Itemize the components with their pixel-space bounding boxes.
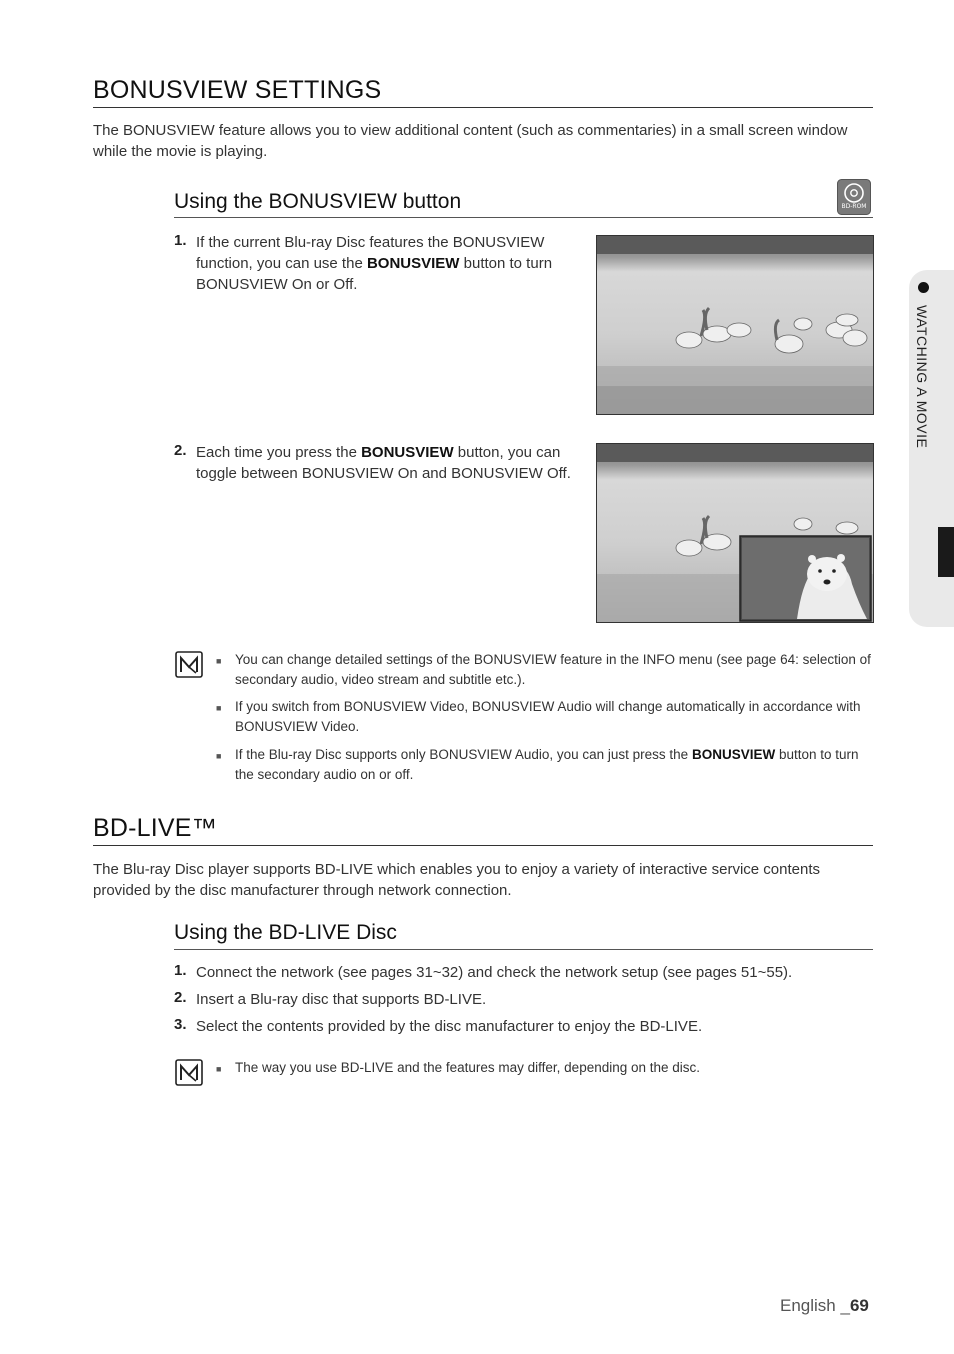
step-number: 2. (174, 442, 187, 459)
chapter-label: WATCHING A MOVIE (914, 305, 930, 449)
step-text: If the current Blu-ray Disc features the BONUSVIEW function, you can use the BONUSVIEW button to turn BONUSVIEW On or Off. (196, 234, 553, 293)
subsection-title-bd-live-disc: Using the BD-LIVE Disc (174, 921, 397, 944)
note-icon (175, 651, 203, 678)
note-item: You can change detailed settings of the BONUSVIEW feature in the INFO menu (see page 64: selection of secondary audio, video stream and subtitle etc.). (235, 652, 871, 687)
section-title-rule (93, 845, 873, 846)
subsection-title-bonusview-button: Using the BONUSVIEW button (174, 190, 462, 213)
bd-rom-badge-label: BD-ROM (841, 203, 867, 210)
step-number: 3. (174, 1016, 187, 1033)
note-icon (175, 1059, 203, 1086)
square-bullet-icon: ■ (216, 703, 222, 713)
page-footer (780, 1296, 869, 1316)
chapter-dot-icon (918, 282, 929, 293)
square-bullet-icon: ■ (216, 656, 222, 666)
section-title-rule (93, 107, 873, 108)
note-item: If you switch from BONUSVIEW Video, BONUSVIEW Audio will change automatically in accordance with BONUSVIEW Video. (235, 699, 861, 734)
movie-screenshot-swans (596, 235, 874, 415)
bd-live-intro: The Blu-ray Disc player supports BD-LIVE which enables you to enjoy a variety of interactive service contents provided by the disc manufacturer through network connection. (93, 861, 821, 899)
step-number: 1. (174, 962, 187, 979)
footer-language: English _ (780, 1296, 850, 1315)
square-bullet-icon: ■ (216, 751, 222, 761)
square-bullet-icon: ■ (216, 1064, 222, 1074)
note-item: If the Blu-ray Disc supports only BONUSVIEW Audio, you can just press the BONUSVIEW button to turn the secondary audio on or off. (235, 747, 859, 782)
subsection-rule (174, 949, 873, 950)
note-item: The way you use BD-LIVE and the features may differ, depending on the disc. (235, 1060, 701, 1075)
section-title-bd-live: BD-LIVE™ (93, 814, 217, 842)
section-title-bonusview: BONUSVIEW SETTINGS (93, 76, 382, 104)
step-number: 2. (174, 989, 187, 1006)
bd-rom-disc-icon (837, 179, 871, 215)
step-number: 1. (174, 232, 187, 249)
step-text: Insert a Blu-ray disc that supports BD-LIVE. (196, 991, 487, 1008)
step-text: Each time you press the BONUSVIEW button, you can toggle between BONUSVIEW On and BONUSVIEW Off. (196, 444, 571, 482)
page-number: 69 (849, 1296, 869, 1315)
movie-screenshot-bonusview-pip (596, 443, 874, 623)
bonusview-intro: The BONUSVIEW feature allows you to view additional content (such as commentaries) in a small screen window while the movie is playing. (93, 122, 848, 160)
subsection-rule (174, 217, 873, 218)
chapter-tab-marker (938, 527, 954, 577)
step-text: Select the contents provided by the disc manufacturer to enjoy the BD-LIVE. (196, 1018, 703, 1035)
step-text: Connect the network (see pages 31~32) and check the network setup (see pages 51~55). (196, 964, 793, 981)
